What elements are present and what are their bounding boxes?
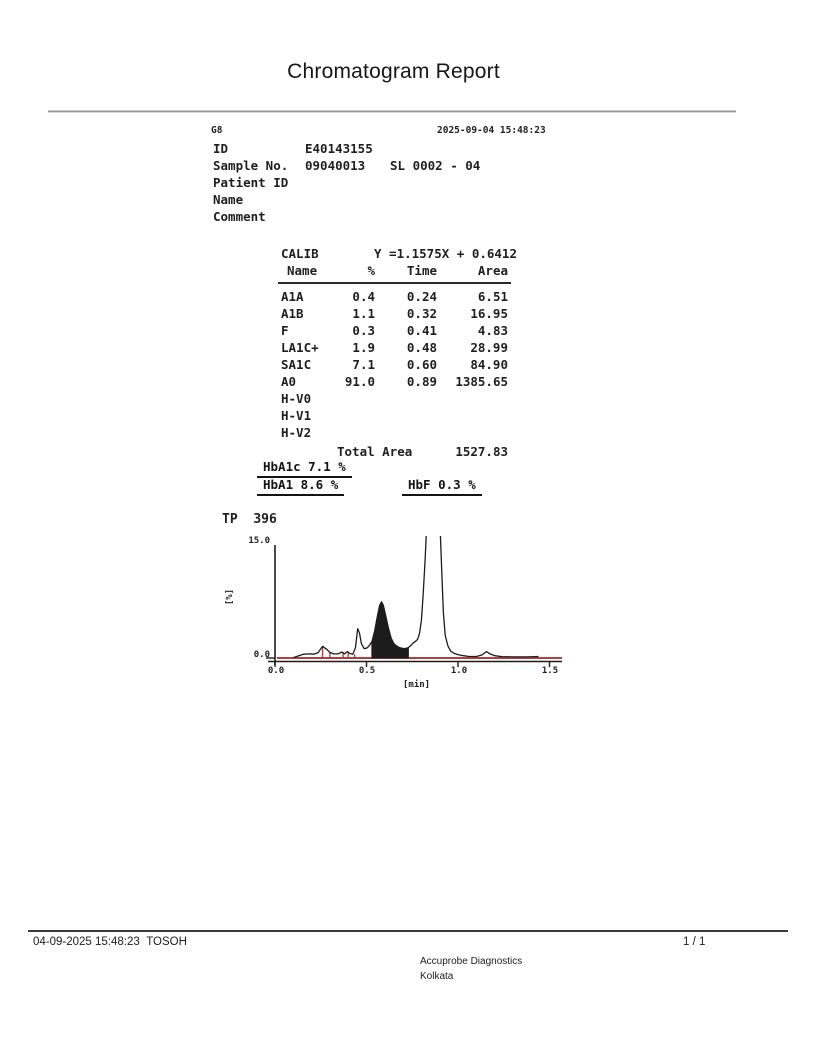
calib-table-row [281,306,508,323]
calib-table-row [281,357,508,374]
footer-device: TOSOH [146,936,187,948]
peak-percent: 0.4 [352,289,375,304]
page-title: Chromatogram Report [287,60,500,83]
peak-area: 28.99 [470,340,508,355]
tp-value: 396 [253,512,277,527]
calib-table-row [281,323,508,340]
patient-id-label: Patient ID [213,175,289,190]
peak-name: H-V1 [281,408,312,423]
x-tick-1: 0.5 [358,666,376,676]
peak-name: A0 [281,374,297,389]
device-model: G8 [211,125,223,136]
peak-area: 16.95 [470,306,508,321]
column-header-time: Time [406,263,437,278]
total-area-label: Total Area [337,444,413,459]
peak-area [437,408,508,425]
footer-divider [28,930,788,932]
calib-table-row [281,340,508,357]
column-header-pct: % [367,263,375,278]
id-value: E40143155 [305,141,373,156]
peak-name: H-V2 [281,425,312,440]
x-tick-3: 1.5 [541,666,559,676]
peak-time: 0.89 [406,374,437,389]
column-header-name: Name [287,263,318,278]
result-hba1c: HbA1c 7.1 % [257,459,352,478]
sample-no-value: 09040013 [305,158,366,173]
calib-table-row [281,425,508,442]
peak-area [437,425,508,442]
peak-time: 0.41 [406,323,437,338]
sample-no-label: Sample No. [213,158,289,173]
peak-time [375,425,437,442]
id-label: ID [213,141,229,156]
peak-name: A1A [281,289,304,304]
total-area-value: 1527.83 [455,444,508,459]
calib-table-row [281,374,508,391]
peak-name: LA1C+ [281,340,319,355]
x-tick-0: 0.0 [267,666,285,676]
peak-percent: 91.0 [344,374,375,389]
calib-header-rule [278,282,511,284]
calib-table-body [281,289,508,442]
peak-name: A1B [281,306,304,321]
name-label: Name [213,192,244,207]
peak-time: 0.60 [406,357,437,372]
peak-area: 6.51 [477,289,508,304]
title-divider [48,110,736,113]
calib-table-row [281,408,508,425]
y-axis-min-label: 0.0 [253,650,270,660]
peak-percent: 7.1 [352,357,375,372]
x-tick-2: 1.0 [450,666,468,676]
peak-percent [343,391,375,408]
total-points-row [222,513,277,527]
comment-label: Comment [213,209,266,224]
calib-table-header [281,264,508,278]
peak-percent: 1.1 [352,306,375,321]
peak-percent [343,425,375,442]
peak-time: 0.24 [406,289,437,304]
title-row [0,60,787,84]
footer-datetime: 04-09-2025 15:48:23 [33,936,140,948]
peak-percent [343,408,375,425]
y-axis-unit-label: [%] [225,588,236,606]
result-hbf: HbF 0.3 % [402,477,482,496]
calib-label: CALIB [281,246,319,261]
analysis-datetime: 2025-09-04 15:48:23 [437,125,546,136]
peak-time [375,408,437,425]
peak-area: 4.83 [477,323,508,338]
peak-name: F [281,323,289,338]
peak-area: 84.90 [470,357,508,372]
peak-time [375,391,437,408]
peak-name: SA1C [281,357,312,372]
page-number: 1 / 1 [683,936,706,948]
peak-name: H-V0 [281,391,312,406]
peak-percent: 0.3 [352,323,375,338]
peak-area: 1385.65 [455,374,508,389]
sample-lot-value: SL 0002 - 04 [390,158,481,173]
tp-label: TP [222,512,238,527]
footer-datetime-device [33,936,187,948]
peak-time: 0.48 [406,340,437,355]
calib-table-row [281,289,508,306]
x-axis-unit-label: [min] [403,680,431,690]
calib-table-row [281,391,508,408]
organization-name: Accuprobe Diagnostics [420,956,523,967]
column-header-area: Area [477,263,508,278]
peak-time: 0.32 [406,306,437,321]
organization-block [420,954,522,984]
calib-equation: Y =1.1575X + 0.6412 [374,246,517,261]
peak-area [437,391,508,408]
organization-city: Kolkata [420,971,454,982]
peak-percent: 1.9 [352,340,375,355]
result-hba1: HbA1 8.6 % [257,477,344,496]
y-axis-max-label: 15.0 [248,536,270,546]
